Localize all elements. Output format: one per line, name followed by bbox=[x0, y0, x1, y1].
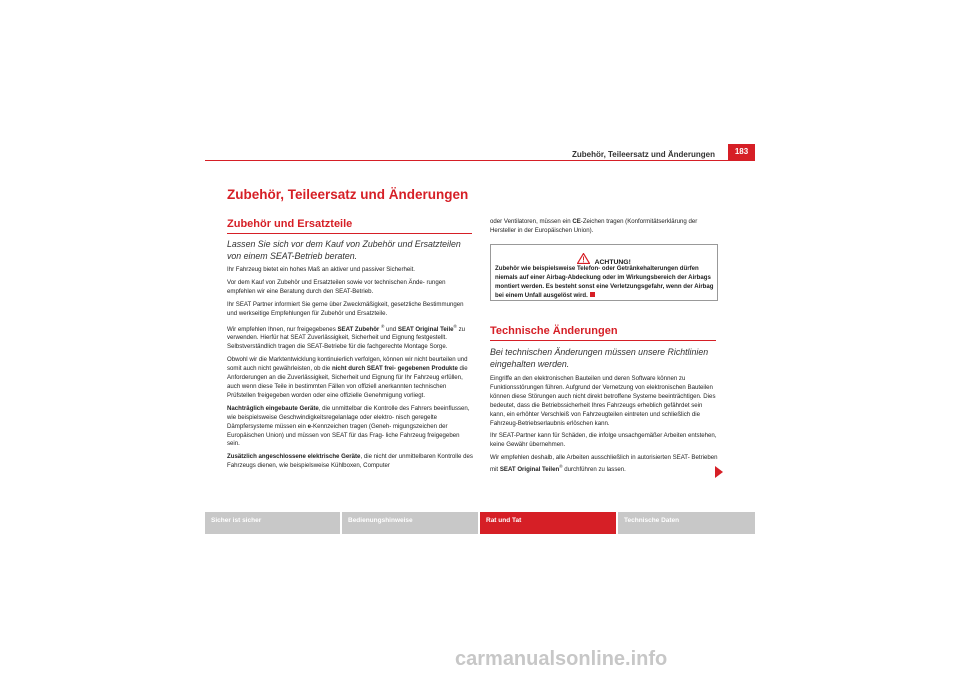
paragraph: Obwohl wir die Marktentwicklung kontinuierlich verfolgen, können wir nicht beurteilen und somit auch nicht gewährleisten, ob die nicht durch SEAT frei- gegebenen Produkte die Anforderungen an die Zuverlässigkeit, Sicherheit und Eignung für Ihr Fahrzeug erfüllen, auch wenn diese Teile in bestimmten Fällen von offiziell anerkannten technischen Prüfstellen freigegeben worden oder eine offizielle Genehmigung vorliegt. bbox=[227, 356, 468, 399]
paragraph: Ihr SEAT-Partner kann für Schäden, die infolge unsachgemäßer Arbeiten entstehen, keine Gewähr übernehmen. bbox=[490, 432, 717, 449]
paragraph: Vor dem Kauf von Zubehör und Ersatzteilen sowie vor technischen Ände- rungen empfehlen wir eine Beratung durch den SEAT-Betrieb. bbox=[227, 278, 446, 295]
warning-title: ACHTUNG! bbox=[594, 259, 631, 267]
section-lead-technical-changes: Bei technischen Änderungen müssen unsere Richtlinien eingehalten werden. bbox=[490, 347, 709, 369]
end-marker-icon bbox=[590, 292, 595, 297]
watermark: carmanualsonline.info bbox=[455, 648, 668, 670]
nav-tab-safety[interactable]: Sicher ist sicher bbox=[205, 512, 340, 534]
running-header-title: Zubehör, Teileersatz und Änderungen bbox=[572, 150, 715, 159]
paragraph: Wir empfehlen Ihnen, nur freigegebenes SEAT Zubehör ® und SEAT Original Teile® zu verwenden. Hierfür hat SEAT Zuverlässigkeit, Sicherheit und Eignung festgestellt. Selbstverständlich tragen die SEAT-Betriebe für die fachgerechte Montage Sorge. bbox=[227, 323, 466, 351]
paragraph: Eingriffe an den elektronischen Bauteilen und deren Software können zu Funktionsstörungen führen. Aufgrund der Vernetzung von elektronischen Bauteilen können diese Störungen auch nicht direkt betroffene Systeme beeinträchtigen. Dies bedeutet, dass die Betriebssicherheit Ihres Fahrzeugs erheblich gefährdet sein kann, ein erhöhter Verschleiß von Fahrzeugteilen eintreten und schließlich die Fahrzeug-Betriebserlaubnis erlöschen kann. bbox=[490, 375, 716, 427]
paragraph: Wir empfehlen deshalb, alle Arbeiten ausschließlich in autorisierten SEAT- Betrieben mit SEAT Original Teilen® durchführen zu lassen. bbox=[490, 454, 718, 474]
paragraph: Zusätzlich angeschlossene elektrische Geräte, die nicht der unmittelbaren Kontrolle des Fahrzeugs dienen, wie beispielsweise Kühlboxen, Computer bbox=[227, 453, 473, 470]
nav-tab-advice[interactable]: Rat und Tat bbox=[480, 512, 616, 534]
section-body-accessories bbox=[227, 266, 474, 475]
nav-tab-technical-data[interactable]: Technische Daten bbox=[618, 512, 755, 534]
paragraph: Ihr Fahrzeug bietet ein hohes Maß an aktiver und passiver Sicherheit. bbox=[227, 266, 415, 273]
page-number: 183 bbox=[728, 144, 755, 160]
warning-text: Zubehör wie beispielsweise Telefon- oder Getränkehalterungen dürfen niemals auf einer Airbag-Abdeckung oder im Wirkungsbereich der Airbags montiert werden. Es besteht sonst eine Verletzungsgefahr, wenn der Airbag bei einem Unfall ausgelöst wird. bbox=[495, 265, 714, 299]
section-divider bbox=[490, 340, 716, 341]
section-lead-accessories: Lassen Sie sich vor dem Kauf von Zubehör und Ersatzteilen von einem SEAT-Betrieb beraten. bbox=[227, 239, 461, 261]
paragraph: Nachträglich eingebaute Geräte, die unmittelbar die Kontrolle des Fahrers beeinflussen, wie beispielsweise Geschwindigkeitsregelanlage oder elektro- nisch geregelte Dämpfersysteme müssen ein e-Kennzeichen tragen (Geneh- migungszeichen der Europäischen Union) und müssen von SEAT für das Frag- liche Fahrzeug freigegeben sein. bbox=[227, 404, 470, 448]
section-body-technical-changes bbox=[490, 375, 718, 479]
nav-tab-operation[interactable]: Bedienungshinweise bbox=[342, 512, 478, 534]
paragraph: Ihr SEAT Partner informiert Sie gerne über Zweckmäßigkeit, gesetzliche Bestimmungen und werkseitige Empfehlungen für Zubehör und Ersatzteile. bbox=[227, 300, 464, 317]
warning-box bbox=[490, 244, 718, 301]
page-title: Zubehör, Teileersatz und Änderungen bbox=[227, 187, 469, 202]
section-heading-technical-changes: Technische Änderungen bbox=[490, 325, 618, 337]
section-heading-accessories: Zubehör und Ersatzteile bbox=[227, 218, 353, 230]
paragraph-continued: oder Ventilatoren, müssen ein CE-Zeichen tragen (Konformitätserklärung der Hersteller in der Europäischen Union). bbox=[490, 218, 698, 234]
section-divider bbox=[227, 233, 472, 234]
header-divider bbox=[205, 160, 755, 161]
next-page-arrow-icon bbox=[715, 466, 723, 478]
